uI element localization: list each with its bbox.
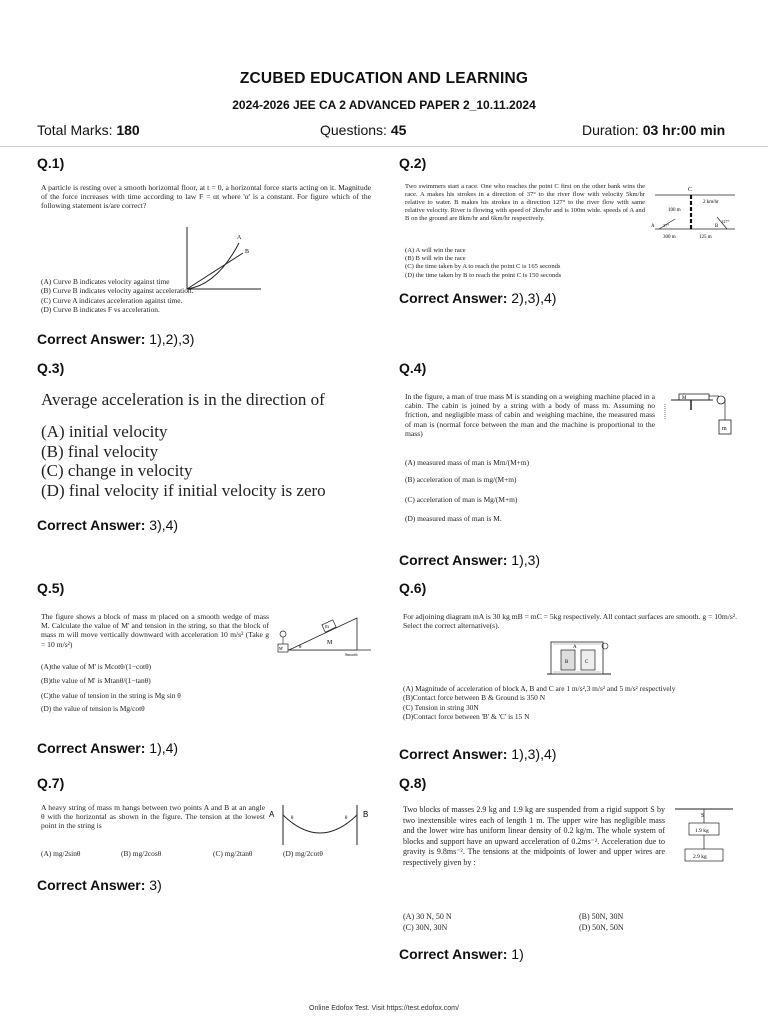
option: (B) B will win the race [405, 255, 466, 263]
svg-text:m: m [325, 625, 329, 630]
option: (B)the value of M' is Mtanθ/(1−tanθ) [41, 676, 151, 686]
option: (A) A will win the race [405, 247, 466, 254]
option: (A) Curve B indicates velocity against time [41, 277, 170, 286]
option: (D) the time taken by B to reach the point C is 150 seconds [405, 271, 562, 279]
option: (B) final velocity [41, 441, 159, 461]
option: (A) Magnitude of acceleration of block A, B and C are 1 m/s²,3 m/s² and 5 m/s² respectively [403, 684, 676, 693]
question-text: A particle is resting over a smooth horizontal floor, at t = 0, a horizontal force starts acting on it. Magnitude of the force increases with time according to law F = αt where 'α' is a constant. For figure which of the following statement is/are correct? [41, 183, 371, 211]
svg-text:B: B [363, 810, 369, 819]
question-7 [37, 775, 377, 895]
question-label: Q.6) [399, 580, 427, 596]
question-text: Two blocks of masses 2.9 kg and 1.9 kg are suspended from a rigid support S by two inextensible wires each of length 1 m. The upper wire has negligible mass and the lower wire has uniform linear density of 0.2 kg/m. The whole system of blocks and support have an upward acceleration of 0.2ms⁻². Acceleration due to gravity is 9.8ms⁻². The tensions at the midpoints of lower and upper wires are respectively given by : [403, 805, 665, 867]
svg-text:125 m: 125 m [699, 235, 712, 240]
option: (B) mg/2cosθ [121, 849, 162, 858]
header-divider [0, 146, 768, 147]
svg-text:2 km/hr: 2 km/hr [703, 200, 719, 205]
question-text: Two swimmers start a race. One who reaches the point C first on the other bank wins the race. A makes his strokes in a direction of 37° to the river flow with velocity 5km/hr relative to water. B makes his strokes in a direction 127° to the river flow with same relative velocity. River is flowing with speed of 2km/hr and is 100m wide. speeds of A and B on the ground are 8km/hr and 6km/hr respectively. [405, 183, 645, 222]
options [405, 458, 655, 524]
correct-answer: Correct Answer: 3),4) [37, 517, 179, 533]
question-label: Q.5) [37, 580, 65, 596]
option: (C) mg/2tanθ [213, 849, 253, 858]
svg-text:Smooth: Smooth [345, 652, 358, 656]
svg-text:M: M [682, 396, 687, 401]
options [41, 422, 375, 500]
option: (A) initial velocity [41, 422, 168, 441]
svg-text:A: A [269, 810, 275, 819]
option: (A) mg/2sinθ [41, 849, 81, 858]
option: (D) measured mass of man is M. [405, 514, 502, 524]
question-count: Questions: 45 [320, 122, 407, 138]
svg-text:37°: 37° [663, 223, 670, 228]
svg-text:B: B [565, 660, 569, 665]
question-image [37, 799, 377, 873]
total-marks: Total Marks: 180 [37, 122, 140, 138]
option: (C) the time taken by A to reach the point C is 165 seconds [405, 263, 561, 271]
question-4 [399, 360, 739, 572]
svg-text:A: A [573, 645, 577, 650]
option: (A) 30 N, 50 N [403, 912, 452, 921]
option: (D) final velocity if initial velocity is zero [41, 480, 326, 500]
question-3 [37, 360, 377, 540]
blocks-figure [547, 636, 611, 676]
exam-meta [37, 122, 761, 142]
org-title: ZCUBED EDUCATION AND LEARNING [239, 70, 529, 87]
question-label: Q.8) [399, 775, 427, 791]
correct-answer: Correct Answer: 1),3) [399, 552, 541, 568]
svg-text:B: B [715, 224, 719, 229]
question-image [37, 388, 377, 506]
correct-answer: Correct Answer: 1) [399, 946, 524, 962]
svg-text:S: S [701, 813, 705, 819]
question-text: In the figure, a man of true mass M is standing on a weighing machine placed in a cabin. The cabin is joined by a string with a body of mass m. Assuming no friction, and negligible mass of cabin and weighing machine, the measured mass of man is (normal force between the man and the machine is proportional to the mass) [405, 392, 655, 438]
duration: Duration: 03 hr:00 min [582, 122, 726, 138]
option: (D) 50N, 50N [579, 923, 624, 932]
question-8 [399, 775, 739, 967]
question-6 [399, 580, 739, 766]
svg-text:M: M [327, 640, 333, 646]
question-label: Q.1) [37, 155, 65, 171]
question-label: Q.4) [399, 360, 427, 376]
question-2 [399, 155, 739, 325]
option: (C) Curve A indicates acceleration against time. [41, 295, 183, 305]
options [41, 662, 271, 714]
option: (B)Contact force between B & Ground is 350 N [403, 693, 546, 703]
svg-text:2.9 kg: 2.9 kg [693, 854, 707, 860]
options [41, 849, 371, 858]
option: (D) mg/2cotθ [283, 849, 323, 858]
svg-text:1.9 kg: 1.9 kg [695, 828, 709, 834]
option: (C) change in velocity [41, 461, 193, 480]
option: (D) the value of tension is Mg/cotθ [41, 704, 145, 714]
options [405, 247, 645, 280]
question-text: Average acceleration is in the direction of [41, 390, 325, 409]
wedge-figure [271, 610, 375, 656]
question-image [399, 801, 739, 941]
svg-text:127°: 127° [721, 219, 730, 224]
question-label: Q.7) [37, 775, 65, 791]
question-image [399, 388, 739, 542]
svg-text:m: m [722, 426, 727, 432]
correct-answer: Correct Answer: 3) [37, 877, 162, 893]
river-figure [651, 181, 737, 241]
svg-text:300 m: 300 m [663, 235, 676, 240]
option: (B) 50N, 30N [579, 912, 624, 921]
svg-text:A: A [651, 224, 655, 229]
options [403, 684, 737, 722]
option: (C) acceleration of man is Mg/(M+m) [405, 494, 518, 504]
option: (D) Curve B indicates F vs acceleration. [41, 305, 160, 315]
svg-text:M': M' [279, 646, 284, 651]
option: (C)the value of tension in the string is Mg sin θ [41, 690, 181, 700]
svg-text:θ: θ [291, 816, 294, 821]
question-1 [37, 155, 377, 355]
svg-text:100 m: 100 m [668, 208, 681, 213]
svg-text:C: C [688, 187, 693, 193]
option: (B) Curve B indicates velocity against acceleration. [41, 286, 194, 296]
question-image [37, 608, 377, 736]
option: (A) measured mass of man is Mm/(M+m) [405, 458, 530, 467]
option: (C) Tension in string 30N [403, 702, 479, 712]
paper-title: 2024-2026 JEE CA 2 ADVANCED PAPER 2_10.11.2024 [232, 98, 536, 112]
options [403, 911, 733, 933]
option: (D)Contact force between 'B' & 'C' is 15 N [403, 712, 530, 722]
option: (B) acceleration of man is mg/(M+m) [405, 475, 517, 485]
svg-text:θ: θ [299, 645, 302, 650]
string-figure [267, 801, 373, 847]
cabin-figure [661, 390, 733, 446]
question-image [399, 181, 739, 281]
question-label: Q.2) [399, 155, 427, 171]
question-image [399, 608, 739, 736]
correct-answer: Correct Answer: 1),3),4) [399, 746, 557, 762]
blocks-hanging-figure [671, 803, 737, 869]
question-text: The figure shows a block of mass m placed on a smooth wedge of mass M. Calculate the value of M' and tension in the string, so that the block of mass m will move vertically downward with acceleration 10 m/s² (Take g = 10 m/s²) [41, 612, 269, 649]
option: (A)the value of M' is Mcotθ/(1−cotθ) [41, 662, 152, 671]
correct-answer: Correct Answer: 1),2),3) [37, 331, 195, 347]
question-label: Q.3) [37, 360, 65, 376]
options [41, 277, 371, 315]
correct-answer: Correct Answer: 2),3),4) [399, 290, 557, 306]
curve-label-b: B [245, 249, 250, 255]
question-image [37, 181, 377, 321]
question-5 [37, 580, 377, 762]
curve-label-a: A [237, 235, 242, 241]
question-text: A heavy string of mass m hangs between two points A and B at an angle θ with the horizontal as shown in the figure. The tension at the lowest point in the string is [41, 803, 265, 831]
svg-text:θ: θ [345, 816, 348, 821]
svg-text:C: C [585, 660, 589, 665]
footer-link[interactable]: Online Edofox Test. Visit https://test.edofox.com/ [309, 1005, 459, 1012]
question-text: For adjoining diagram mA is 30 kg mB = mC = 5kg respectively. All contact surfaces are smooth. g = 10m/s². Select the correct alternative(s). [403, 612, 737, 631]
option: (C) 30N, 30N [403, 923, 448, 932]
correct-answer: Correct Answer: 1),4) [37, 740, 179, 756]
